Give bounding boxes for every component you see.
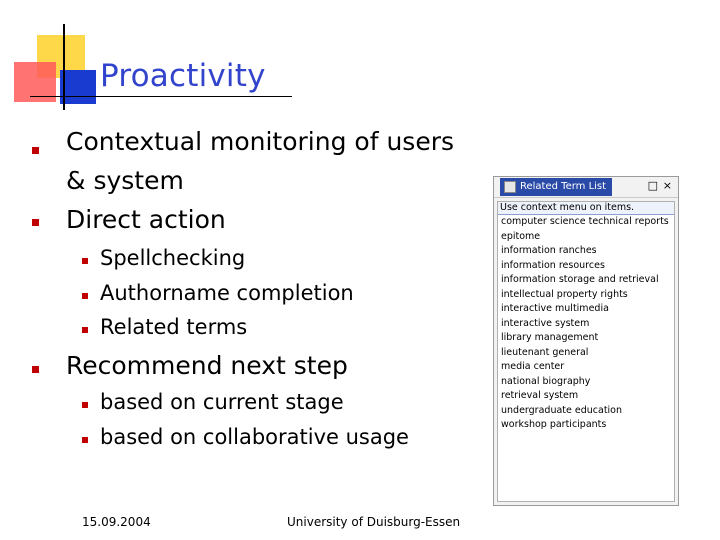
window-titlebar[interactable] [494,177,678,198]
sub-bullet-current-stage: based on current stage [100,390,344,414]
term-list-item[interactable]: epitome [501,230,541,242]
term-list-item[interactable]: intellectual property rights [501,288,628,300]
term-list-item[interactable]: workshop participants [501,419,607,430]
bullet-square-icon [32,147,39,154]
sub-bullet-square-icon [82,293,88,299]
sub-bullet-related-terms: Related terms [100,315,248,339]
close-icon[interactable]: × [662,179,672,192]
footer-date: 15.09.2004 [82,515,151,529]
context-menu-hint: Use context menu on items. [498,202,674,215]
sub-bullet-square-icon [82,437,88,443]
logo-blue-square [60,70,96,104]
term-list-item[interactable]: information resources [501,259,605,271]
slide-title: Proactivity [100,58,266,94]
term-list-item[interactable]: national biography [501,375,591,387]
term-list-item[interactable]: library management [501,332,599,343]
term-list [498,215,674,433]
term-list-item[interactable]: interactive system [501,317,590,329]
term-list-item[interactable]: computer science technical reports [501,216,669,227]
term-list-item[interactable]: information storage and retrieval [501,274,659,285]
related-term-list-window [493,176,679,506]
bullet-square-icon [32,366,39,373]
sub-bullet-spellchecking: Spellchecking [100,246,246,270]
footer-institution: University of Duisburg-Essen [287,515,461,529]
term-list-item[interactable]: information ranches [501,245,597,256]
bullet-recommend: Recommend next step [66,351,348,380]
sub-bullet-square-icon [82,402,88,408]
term-list-item[interactable]: media center [501,361,565,372]
title-underline [30,96,292,97]
maximize-icon[interactable]: □ [647,179,658,192]
bullet-direct-action: Direct action [66,205,226,234]
term-list-panel [497,201,675,502]
bullet-monitoring: Contextual monitoring of users [66,127,455,156]
window-app-icon [504,181,516,193]
sub-bullet-square-icon [82,327,88,333]
term-list-item[interactable]: retrieval system [501,390,579,401]
term-list-item[interactable]: interactive multimedia [501,303,609,314]
logo-vertical-line [63,24,65,110]
bullet-square-icon [32,219,39,226]
term-list-item[interactable]: undergraduate education [501,404,623,416]
sub-bullet-collaborative: based on collaborative usage [100,425,409,449]
sub-bullet-square-icon [82,258,88,264]
sub-bullet-authorname: Authorname completion [100,281,354,305]
window-title: Related Term List [520,181,607,192]
window-title-tab[interactable] [500,178,612,196]
bullet-monitoring-cont: & system [66,166,184,195]
term-list-item[interactable]: lieutenant general [501,346,589,358]
